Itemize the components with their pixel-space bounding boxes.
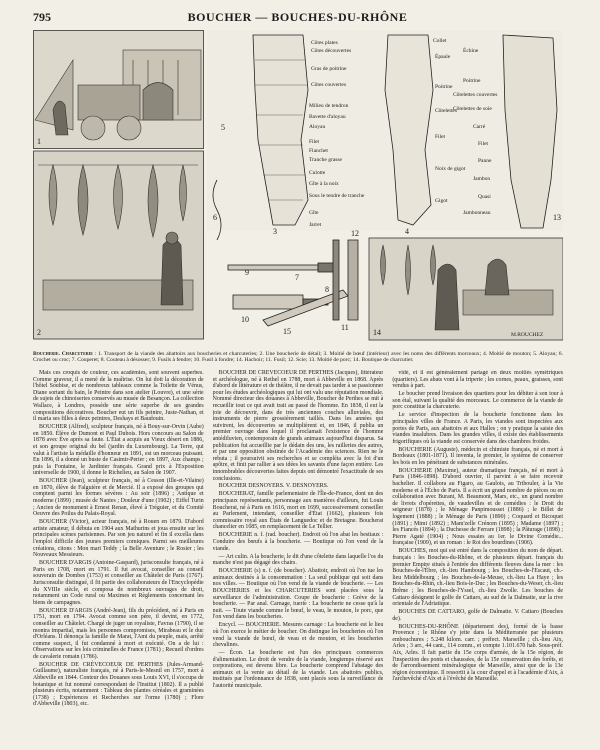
fig3-label: Gras de poitrine (311, 66, 347, 72)
paragraph: BOUCHERIE (Maxime), auteur dramatique français, né et mort à Paris (1846-1898). D'abord ouvrier, il parvint à se faire recevoir bachelier. Il collabora au Figaro, au Gaulois, au Tribouler, à la Vie moderne et à l'Écho de Paris. Il a écrit un grand nombre de pièces ou en collaboration avec Burani, M. Beaumont, Mars, etc., un grand nombre de livrets d'opérettes, de vaudevilles et de comédies : le Droit du seigneur (1878) ; le Ménage Panpimousset (1886) ; le Billet de logement (1888) ; le Ménage de Paris (1890) ; Coquard et Bicoquet (1891) ; Mimi (1892) ; Mam'zelle Crénom (1895) ; Madame (1897) ; les Fiancés (1894) ; la Duchesse de Ferrare (1898) ; la Pâturage (1898) ; Pierre Agaté (1904) ; Nous essaies au 1er. le Divine Comédie... française (1909), et un roman : le Roi des bourdines (1906). (392, 467, 563, 547)
fig13-label: Jambon (473, 176, 491, 182)
paragraph: Le service d'inspection de la boucherie fonctionne dans les principales villes de France. A Paris, les viandes sont inspectées aux portes de Paris, aux abattoirs et aux Halles ; on y pratique la saisie des viandes insalubres. Dans les grandes villes, il existe des établissements frigorifiques où la viande est conservée dans des chambres froides. (392, 412, 563, 445)
fig14-charcuterie-panel (369, 238, 563, 340)
illustration-plate (33, 30, 563, 348)
fig-number: 10 (241, 315, 249, 324)
paragraph: — Écon. La boucherie est l'un des principaux commerces d'alimentation. Le droit de vendre de la viande, longtemps réservé aux corporations, est devenu libre. La boucherie comprend l'abatage des animaux et la vente au détail de la viande. Les abattoirs publics, institués par l'ordonnance de 1838, sont placés sous la surveillance de l'autorité municipale. (212, 650, 384, 690)
fig3-label: Côtes plates (311, 40, 338, 46)
fig-number: 15 (283, 327, 291, 336)
column-3 (392, 370, 563, 742)
fig3-label: Flanchet (309, 148, 328, 154)
paragraph: Le boucher prend livraison des quartiers pour les débiter à son tour à son étal, suivant la qualité des morceaux. Le commerce de la viande de porc constitue la charcuterie. (392, 391, 563, 411)
paragraph: BOUCHER (Victor), acteur français, né à Rouen en 1879. D'abord artiste amateur, il débuta en 1904 aux Mathurins et joua ensuite sur les principales scènes parisiennes. Par son jeu naturel et fin il excella dans l'emploi difficile des jeunes premiers comiques. Parmi ses meilleures créations, citons : Mon mari Teddy ; la Belle Aventure ; le Rosier ; les Nouveaux Messieurs. (33, 519, 204, 559)
text-columns (33, 370, 563, 742)
page-number: 795 (33, 10, 51, 24)
paragraph: BOUCHERIE n. f. (rad. boucher). Endroit où l'on abat les bestiaux : Conduire des bœufs à la boucherie. — Boutique où l'on vend de la viande. (212, 532, 384, 552)
fig3-label: Gîte à la noix (309, 181, 339, 187)
fig13-label: Carré (473, 124, 486, 130)
paragraph: BOUCHER D'ARGIS (André-Jean), fils du précédent, né à Paris en 1751, mort en 1794. Avocat comme son père, il devint, en 1772, conseiller au Châtelet. Chargé de juger un royaliste, Favras (1790), il se montra impartial, mais les personnes compromises, Mirabeau et le duc d'Orléans. Il dénonça la famille de Marat, l'Ami du peuple, mais, arrêté comme suspect, il fut condamné à mort et exécuté. On a de lui : Observations sur les lois criminelles de France (1781) ; Recueil d'ordres de cavalerie romain (1786). (33, 607, 204, 660)
fig3-label: Culotte (309, 170, 326, 176)
fig13-label: Filet (478, 141, 489, 147)
paragraph: BOUCHER DE CRÈVECOEUR DE PERTHES (Jacques), littérateur et archéologue, né à Rethel en 1788, mort à Abbeville en 1868. Après d'abord de littérature et de théâtre, il ne devait pas tarder à se passionner pour les études archéologiques qui lui ont valu une réputation mondiale. Nommé directeur des douanes à Abbeville, Boucher de Perthes se mit à recueillir tout ce qui avait trait au passé de l'homme. En 1838, il eut la joie de découvrir, dans de très anciennes couches alluviales, des instruments de pierre grossièrement taillés. Dans les années qui suivirent, les découvertes se multiplièrent et, en 1846, il publia un premier ouvrage dans lequel il proclamait l'existence de l'homme antédiluvien, contemporain de grands animaux aujourd'hui disparus. Sa publication fut accueillie par le dédain des uns, les railleries des autres, et par une opposition obstinée de l'Académie des sciences. Rien ne le rebuta ; il poursuivit ses recherches et se compléta avec la foi d'un apôtre, et finit par rallier à ses idées les savants d'une façon entière. Les innombrables découvertes faites depuis ont démontré l'exactitude de ses conclusions. (212, 370, 384, 482)
fig4-label: Collet (433, 38, 447, 44)
fig3-label: Aloyau (309, 124, 326, 130)
fig4-label: Côtelettes (435, 108, 457, 114)
paragraph: vidé, et il est généralement partagé en deux moitiés symétriques (quartiers). Les abats vont à la triperie ; les cornes, peaux, graisses, sont vendus à part. (392, 370, 563, 390)
paragraph: Encycl. — BOUCHERIE. Mesures carnage : La boucherie est le lieu où l'on exerce le métier de boucher. On distingue les boucheries où l'on vend la viande de bœuf, de veau et de mouton, et les boucheries chevalines. (212, 622, 384, 649)
fig3-label: Filet (309, 139, 320, 145)
paragraph: BOUCHES-DU-RHÔNE (département des), formé de la basse Provence ; le Rhône s'y jette dans la Méditerranée par plusieurs embouchures ; 5.248 kilom. carr. ; préfect. Marseille ; ch.-lieu Aix, Arles ; 3 arr., 44 cant., 114 comm., et compte 1.101.670 hab. Sous-préf. Aix, Arles. Il fait partie du 15e corps d'armée, de la 15e région, de l'inspection des ponts et chaussées, de la 15e conservation des forêts, et de l'arrondissement minéralogique de Marseille, ainsi que de la 13e région économique. Il ressortit à la cour d'appel et à l'académie d'Aix, à l'archevêché d'Aix et à l'évêché de Marseille. (392, 623, 563, 683)
fig-number: 5 (221, 123, 225, 132)
fig-number: 2 (37, 328, 41, 337)
fig3-label: Bavette d'aloyau (309, 114, 346, 120)
fig3-label: Jarret (309, 222, 322, 228)
fig13-label: Quasi (478, 194, 491, 200)
paragraph: BOUCHES, mot qui est entré dans la composition du nom de départ. français : les Bouches-du-Rhône, et de plusieurs départ. français du premier Empire situés à l'entrée des différents fleuves dans la mer : les Bouches-de-l'Èbre, ch.-lieu Hambourg ; les Bouches-de-l'Escaut, ch.-lieu Middelbourg ; les Bouches-de-la-Meuse, ch.-lieu La Haye ; les Bouches-du-Rhin, ch.-lieu Bois-le-Duc ; les Bouches-du-Weser, ch.-lieu Brême ; les Bouches-de-l'Yssel, ch.-lieu Zwolle. Les bouches de Cattaro désignent le golfe de Cattaro, au sud de la Dalmatie, sur la rive orientale de l'Adriatique. (392, 548, 563, 608)
paragraph: BOUCHER (Alfred), sculpteur français, né à Bouy-sur-Orvin (Aube) en 1850. Élève de Dumont et Paul Dubois. Hors concours au Salon de 1878 avec Ève après sa faute. L'État a acquis au Vieux désert en 1886, et son groupe original du bel (jardin du Luxembourg). La Terre, qui valut à l'artiste la médaille d'honneur en 1891, est un morceau puissant. En 1896, il a donné un buste de Casimir-Perier ; en 1897, Aux champs ; puis la Fontaine, le Jardinier français. Grand prix à l'Exposition universelle de 1900, il donne le Richelieu, au Salon de 1907. (33, 424, 204, 477)
fig-number: 3 (273, 227, 277, 236)
column-2 (213, 370, 384, 742)
caption-lead: Boucherie. Charcuterie (33, 351, 93, 357)
fig-number: 9 (245, 268, 249, 277)
fig-number: 14 (373, 328, 381, 337)
caption-text: : 1. Transport de la viande des abattoirs aux boucheries et charcuteries; 2. Une boucherie de détail; 3. Moitié de bœuf (intérieur) avec les noms des différents morceaux; 4. Moitié de mouton; 5. Aloyau; 6. Crochet ou croc; 7. Couperet; 8. Couteau à désosser; 9. Fusils à fendre; 10. Fusil à fondre; 14. Hachoir; 11. Fusil; 12. Scie; 13. Moitié de porc; 14. Boutique de charcutier. (33, 351, 563, 364)
fig13-label: Échine (463, 48, 479, 54)
fig4-label: Gigot (435, 198, 448, 204)
fig-number: 13 (553, 213, 561, 222)
fig13-label: Côtelettes de soie (453, 106, 492, 112)
fig4-label: Noix de gigot (435, 166, 466, 172)
paragraph: BOUCHERAT, famille parlementaire de l'Île-de-France, dont un des principaux représentants, personnage aux manières d'ailleurs, fut Louis Boucherat, né à Paris en 1616, mort en 1699, successivement conseiller au Parlement, intendant, conseiller d'État (1662), plusieurs fois commissaire royal aux États de Languedoc et de Bretagne. Boucherat chancelier en 1685, en remplacement de Le Tellier. (212, 491, 384, 531)
fig-number: 4 (405, 227, 409, 236)
fig3-label: Sous le tendre de tranche (309, 193, 365, 199)
paragraph: BOUCHER DESNOYERS. V. DESNOYERS. (218, 483, 329, 490)
paragraph: BOUCHES DE CATTARO, golfe de Dalmatie. V. Cattaro (Bouches de). (392, 609, 563, 622)
fig-number: 7 (295, 273, 299, 282)
fig4-label: Épaule (435, 54, 451, 60)
fig13-label: Poitrine (463, 78, 481, 84)
engraver-signature: M.ROUCHEZ (511, 332, 544, 338)
fig3-label: Gîte (309, 210, 319, 216)
fig3-label: Côtes couvertes (311, 82, 346, 88)
fig3-label: Côtes découvertes (311, 48, 352, 54)
fig13-label: Jambonneau (463, 210, 491, 216)
fig-number: 6 (213, 213, 217, 222)
fig-number: 12 (351, 229, 359, 238)
fig-number: 11 (341, 323, 349, 332)
fig4-label: Filet (435, 134, 446, 140)
fig3-label: Milieu de tendron (309, 103, 349, 109)
fig3-label: Tranche grasse (309, 157, 342, 163)
paragraph: BOUCHERIE (Auguste), médecin et chimiste français, né et mort à Bordeaux (1801-1871). Il inventa, le premier, le système de conserver les bois en les pénétrant de substances minérales. (392, 446, 563, 466)
fig13-label: Côtelettes couvertes (453, 92, 498, 98)
plate-artwork (33, 30, 563, 348)
fig4-label: Poitrine (435, 84, 453, 90)
plate-caption (33, 351, 563, 364)
page-header (33, 10, 562, 26)
column-1 (33, 370, 204, 742)
paragraph: — Art culin. A la boucherie, le dit d'une côtelette dans laquelle l'os du manche n'est pas dégagé des chairs. (212, 553, 384, 567)
running-head: BOUCHER — BOUCHES-DU-RHÔNE (187, 10, 408, 24)
paragraph: BOUCHER DE CRÈVECOEUR DE PERTHES (Jules-Armand-Guillaume), naturaliste français, né à Paris-le-Mesnil en 1757, mort à Abbeville en 1844. Conteur des Douanes sous Louis XVI, il s'occupa de botanique et fut nommé correspondant de l'Institut (1802). Il a publié plusieurs écrits, notamment : Tableau des plantes céréales et graminées (1738) ; Expériences et Recherches sur l'orme (1780) ; Flore d'Abbeville (1803), etc. (33, 661, 204, 708)
fig-number: 1 (37, 137, 41, 146)
fig-number: 8 (325, 285, 329, 294)
paragraph: BOUCHER (Jean), sculpteur français, né à Cesson (Ille-et-Vilaine) en 1870, élève de Falguière et de Mercié. Il a exposé des groupes qui comptent parmi les formes sévères : Au soir (1896) ; Antique et moderne (1899) ; musée de Nantes ; Douleur d'une (1902) ; Eiffel Turin ; Ancien de monument à Ernest Renan, élevé à Tréguier, et du Comité Oeuvre des Poilus du Palais-Royal. (33, 478, 204, 518)
paragraph: BOUCHERIE (s) n. f. (de boucher). Abattoir, endroit où l'on tue les animaux destinés à la consommation : La seul publique qui soit dans nos villes. — Boutique où l'on vend de la viande de boucherie. — Les BOUCHERIES et les CHARCUTERIES sont placées sous la surveillance de l'administration. Coupe de boucherie : Grève de la boucherie. — Par anal. Carnage, tuerie : La boucherie ne cesse qu'à la nuit. — Toute viande comme le bœuf, le veau, le mouton, le porc, que l'on vend dans les boucheries. (212, 568, 384, 621)
fig13-label: Panne (478, 158, 492, 164)
paragraph: BOUCHER D'ARGIS (Antoine-Gaspard), jurisconsulte français, né à Paris en 1708, mort en 1791. Il fut avocat, conseiller au conseil souverain de Dombes (1753) et conseiller au Châtelet de Paris (1767). Jurisconsulte distingué, il fit partie des collaborateurs de l'Encyclopédie du XVIIIe siècle, et composa de nombreux ouvrages de droit, notamment un Code rural ou Maximes et Règlements concernant les biens de campagnes. (33, 560, 204, 606)
paragraph: Mais ces croquis de couleur, ces académies, sont souvent superbes. Comme graveur, il a mené de la maîtrise. On lui doit la décoration de l'hôtel Soubise, et de nombreux tableaux comme la Toilette de Vénus, Diane sortant du bain, le Peintre dans son atelier (Louvre), et une série de sujets de chinoiseries conservés au musée de Besançon. La collection Wallace, à Londres, possède une série superbe de ses grandes compositions décoratives. Boucher eut un fils peintre, Juste-Nathan, et il maria ses filles à deux peintres, Deshays et Baudouin. (33, 370, 204, 423)
